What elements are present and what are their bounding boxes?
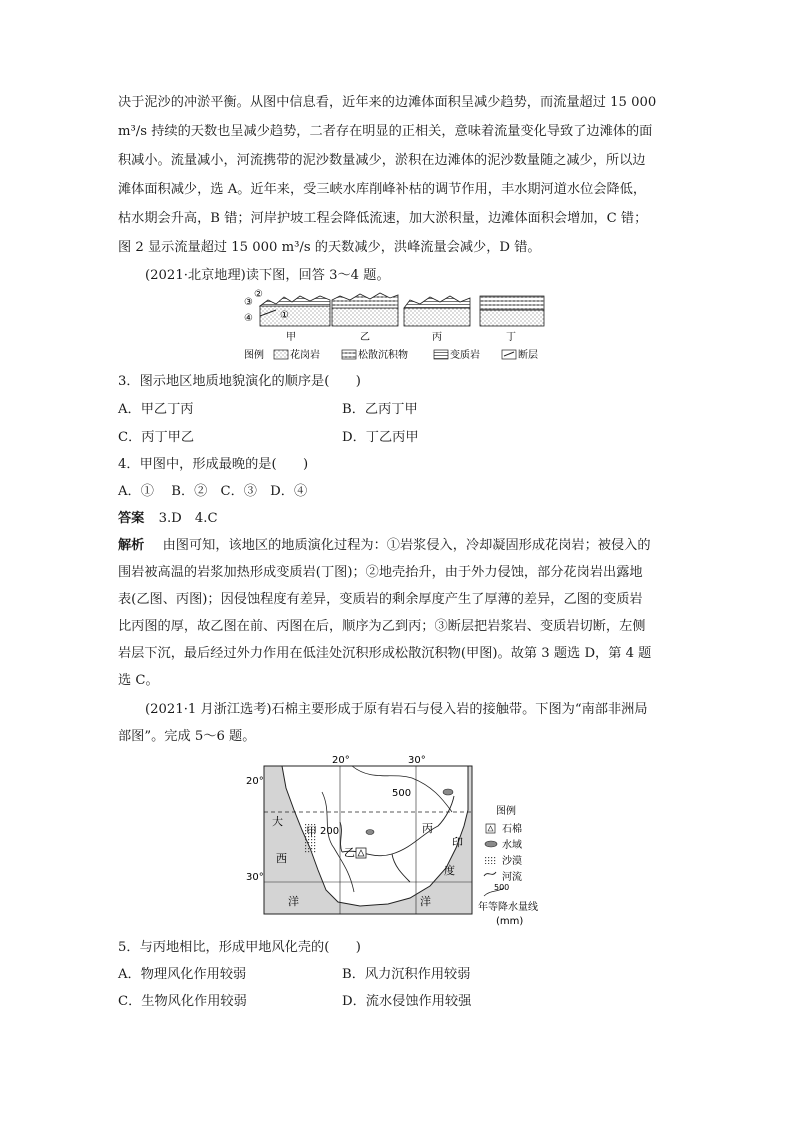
ocean-right-1: 印 [452, 836, 463, 849]
para1-line-2: m³/s 持续的天数也呈减少趋势，二者存在明显的正相关，意味着流量变化导致了边滩体的面 [118, 124, 653, 139]
q5-option-b: B．风力沉积作用较弱 [342, 967, 471, 982]
isohyet-500-label: 500 [392, 788, 412, 799]
label-yi: 乙 [360, 332, 370, 343]
label-bing: 丙 [432, 332, 442, 343]
q4-stem: 4．甲图中，形成最晚的是( ) [118, 457, 309, 472]
geology-figure [240, 288, 580, 364]
lat-top-label: 20° [246, 776, 264, 787]
legend-sediment: 松散沉积物 [358, 350, 408, 361]
analysis-line-6: 选 C。 [118, 673, 159, 688]
marker-3: ③ [244, 297, 253, 308]
legend-isohyet-label: 年等降水量线 [478, 902, 538, 913]
analysis-line-4: 比丙图的厚，故乙图在前、丙图在后，顺序为乙到丙；③断层把岩浆岩、变质岩切断，左侧 [118, 619, 646, 634]
legend-asbestos: 石棉 [502, 824, 522, 835]
marker-1: ① [280, 310, 289, 321]
legend-metamorphic: 变质岩 [450, 350, 480, 361]
q5-option-d: D．流水侵蚀作用较强 [342, 994, 472, 1009]
legend-river: 河流 [502, 872, 522, 883]
place-jia: 甲 [306, 825, 317, 838]
marker-4: ④ [244, 313, 253, 324]
map-legend [478, 804, 538, 927]
answer-value: 3.D 4.C [158, 511, 218, 526]
answer-label: 答案 [118, 511, 145, 526]
intro-questions-5-6-line-2: 部图”。完成 5～6 题。 [118, 729, 256, 744]
place-bing: 丙 [422, 822, 433, 835]
intro-questions-5-6-line-1: (2021·1 月浙江选考)石棉主要形成于原有岩石与侵入岩的接触带。下图为“南部非洲局 [145, 702, 648, 717]
lon-left-label: 20° [332, 755, 350, 766]
answer-line [118, 509, 218, 529]
label-ding: 丁 [506, 332, 516, 343]
ocean-left-2: 西 [276, 852, 287, 865]
q3-option-d: D．丁乙丙甲 [342, 430, 419, 445]
q5-option-c: C．生物风化作用较弱 [118, 994, 247, 1009]
map-legend-title: 图例 [496, 806, 516, 817]
metamorphic-swatch [434, 350, 448, 359]
q5-option-a: A．物理风化作用较弱 [118, 967, 247, 982]
legend-granite: 花岗岩 [290, 350, 320, 361]
water-body-2 [366, 830, 374, 835]
isohyet-200-label: 200 [320, 826, 340, 837]
place-yi: 乙 [344, 846, 355, 859]
water-body-1 [443, 789, 453, 795]
q3-option-a: A．甲乙丁丙 [118, 402, 194, 417]
para1-line-5: 枯水期会升高，B 错；河岸护坡工程会降低流速，加大淤积量，边滩体面积会增加，C 错； [118, 211, 648, 226]
q3-stem: 3．图示地区地质地貌演化的顺序是( ) [118, 374, 361, 389]
legend-river-icon [484, 872, 496, 876]
geology-legend [244, 348, 538, 361]
para1-line-3: 积减小。流量减小，河流携带的泥沙数量减少，淤积在边滩体的泥沙数量随之减少，所以边 [118, 153, 646, 168]
legend-fault: 断层 [518, 350, 538, 361]
analysis-line-2: 围岩被高温的岩浆加热形成变质岩(丁图)；②地壳抬升，由于外力侵蚀，部分花岗岩出露地 [118, 565, 643, 580]
sediment-swatch [342, 350, 356, 359]
marker-2: ② [254, 289, 263, 300]
section-yi [332, 293, 398, 343]
ocean-right-2: 度 [444, 864, 455, 877]
lat-bottom-label: 30° [246, 872, 264, 883]
analysis-text-1: 由图可知，该地区的地质演化过程为：①岩浆侵入，冷却凝固形成花岗岩；被侵入的 [162, 538, 651, 553]
ocean-left-1: 大 [272, 815, 283, 828]
legend-isohyet-value: 500 [494, 883, 510, 892]
section-bing [404, 296, 470, 343]
analysis-line-5: 岩层下沉，最后经过外力作用在低洼处沉积形成松散沉积物(甲图)。故第 3 题选 D，第 4 题 [118, 646, 652, 661]
legend-water: 水域 [502, 840, 522, 851]
q3-option-c: C．丙丁甲乙 [118, 430, 195, 445]
ocean-left-3: 洋 [288, 895, 299, 908]
q4-options: A．① B．② C．③ D．④ [118, 484, 308, 499]
para1-line-4: 滩体面积减少，选 A。近年来，受三峡水库削峰补枯的调节作用，丰水期河道水位会降低， [118, 182, 647, 197]
para1-line-6: 图 2 显示流量超过 15 000 m³/s 的天数减少，洪峰流量会减少，D 错。 [118, 240, 541, 255]
analysis-line-1 [118, 536, 651, 556]
q3-option-b: B．乙丙丁甲 [342, 402, 418, 417]
granite-swatch [274, 350, 288, 359]
ocean-right-3: 洋 [420, 895, 431, 908]
intro-questions-3-4: (2021·北京地理)读下图，回答 3～4 题。 [145, 268, 390, 283]
southern-africa-map [242, 752, 572, 932]
lon-right-label: 30° [408, 755, 426, 766]
q5-stem: 5．与丙地相比，形成甲地风化壳的( ) [118, 940, 361, 955]
section-ding [480, 296, 544, 343]
legend-desert: 沙漠 [502, 856, 522, 867]
para1-line-1: 决于泥沙的冲淤平衡。从图中信息看，近年来的边滩体面积呈减少趋势，而流量超过 15 000 [118, 95, 657, 110]
legend-unit: (mm) [496, 916, 524, 927]
section-jia [244, 289, 330, 343]
legend-title: 图例 [244, 350, 264, 361]
label-jia: 甲 [286, 332, 296, 343]
legend-desert-icon [485, 856, 497, 864]
analysis-line-3: 表(乙图、丙图)；因侵蚀程度有差异，变质岩的剩余厚度产生了厚薄的差异，乙图的变质岩 [118, 592, 643, 607]
legend-water-icon [485, 841, 497, 847]
analysis-label: 解析 [118, 538, 145, 553]
